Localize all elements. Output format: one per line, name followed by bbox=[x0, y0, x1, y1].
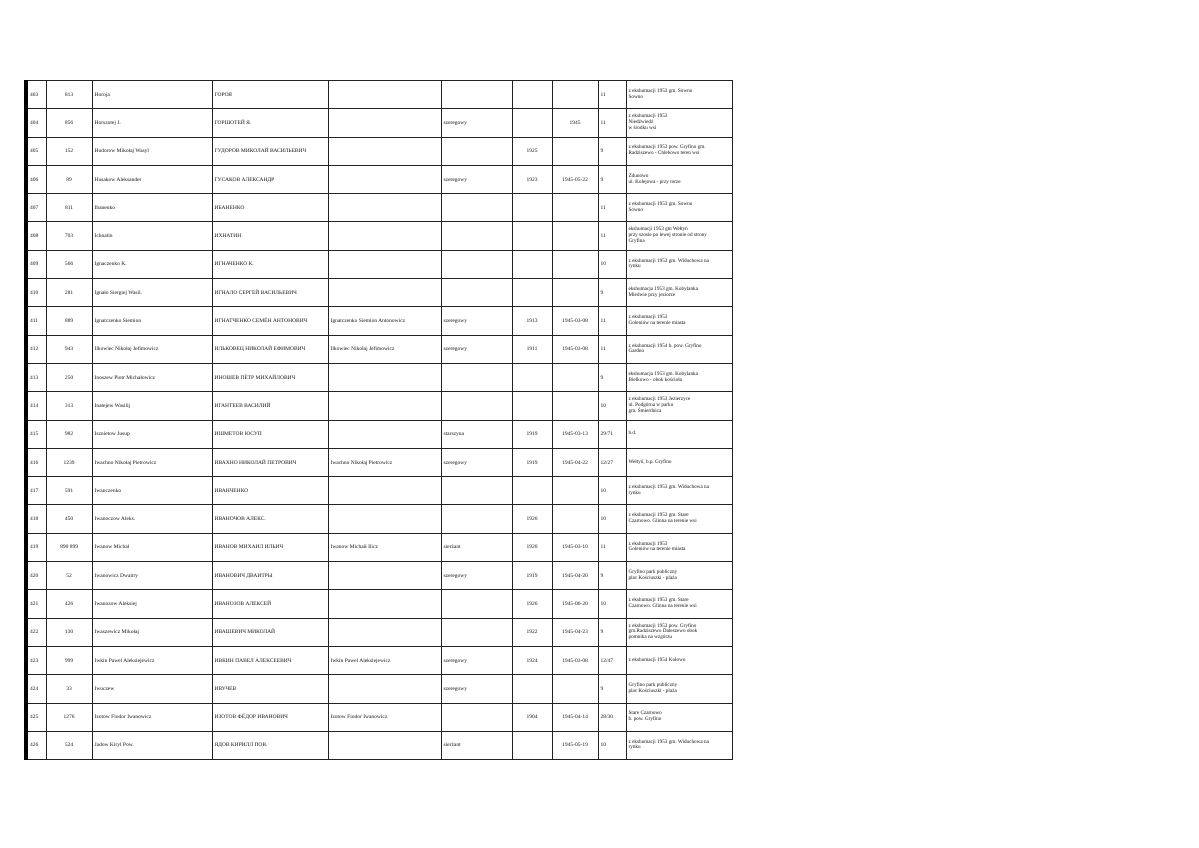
birth-year-cell: 1925 bbox=[512, 137, 552, 165]
grave-number-cell: 813 bbox=[46, 81, 92, 109]
table-row bbox=[26, 137, 732, 165]
full-name-alt-cell: Ilkowiec Nikołaj Jefimowicz bbox=[328, 335, 441, 363]
full-name-alt-cell bbox=[328, 675, 441, 703]
name-cyrillic-cell: ИЗОТОВ ФЁДОР ИВАНОВИЧ bbox=[212, 703, 328, 731]
grave-number-cell: 130 bbox=[46, 618, 92, 646]
full-name-alt-cell: Iwachno Nikołaj Pietrowicz bbox=[328, 448, 441, 476]
military-rank-cell: szeregowy bbox=[441, 109, 512, 137]
birth-year-cell: 1913 bbox=[512, 307, 552, 335]
quarter-cell: 28/30 bbox=[598, 703, 626, 731]
grave-number-cell: 982 bbox=[46, 420, 92, 448]
name-cyrillic-cell: ИВАНОЗОВ АЛЕКСЕЙ bbox=[212, 590, 328, 618]
grave-number-cell: 1276 bbox=[46, 703, 92, 731]
military-rank-cell bbox=[441, 279, 512, 307]
name-cyrillic-cell: ИВАНОЧОВ АЛЕКС. bbox=[212, 505, 328, 533]
entry-number-cell: 410 bbox=[26, 279, 46, 307]
quarter-cell: 11 bbox=[598, 194, 626, 222]
birth-year-cell: 1919 bbox=[512, 420, 552, 448]
grave-number-cell: 426 bbox=[46, 590, 92, 618]
name-latin-cell: Horszotej J. bbox=[92, 109, 212, 137]
birth-year-cell: 1919 bbox=[512, 448, 552, 476]
quarter-cell: 10 bbox=[598, 731, 626, 759]
quarter-cell: 12/47 bbox=[598, 646, 626, 674]
quarter-cell: 10 bbox=[598, 590, 626, 618]
name-latin-cell: Iwachno Nikołaj Pietrowicz bbox=[92, 448, 212, 476]
grave-number-cell: 52 bbox=[46, 562, 92, 590]
quarter-cell: 11 bbox=[598, 335, 626, 363]
military-rank-cell: szeregowy bbox=[441, 307, 512, 335]
name-latin-cell: Hudorow Mikołaj Wasyl bbox=[92, 137, 212, 165]
death-date-cell: 1945 bbox=[552, 109, 598, 137]
entry-number-cell: 425 bbox=[26, 703, 46, 731]
name-cyrillic-cell: ИНОШЕВ ПЁТР МИХАЙЛОВИЧ bbox=[212, 363, 328, 391]
grave-number-cell: 33 bbox=[46, 675, 92, 703]
burial-location-cell: Gryfino park publiczny plac Kościuszki - plaża bbox=[626, 562, 732, 590]
full-name-alt-cell bbox=[328, 250, 441, 278]
quarter-cell: 11 bbox=[598, 307, 626, 335]
grave-number-cell: 152 bbox=[46, 137, 92, 165]
birth-year-cell bbox=[512, 363, 552, 391]
quarter-cell: 10 bbox=[598, 392, 626, 420]
death-date-cell: 1945-04-20 bbox=[552, 562, 598, 590]
table-row bbox=[26, 731, 732, 759]
name-cyrillic-cell: ИВУЧЕВ bbox=[212, 675, 328, 703]
burial-location-cell: z ekshumacji 1953 gm. Stare Czarnowo. Glinna na terenie wsi bbox=[626, 505, 732, 533]
name-cyrillic-cell: ИГАНТЕЕВ ВАСИЛИЙ bbox=[212, 392, 328, 420]
death-date-cell: 1945-03-08 bbox=[552, 307, 598, 335]
name-latin-cell: Izotow Fiodor Iwanowicz bbox=[92, 703, 212, 731]
table-row bbox=[26, 307, 732, 335]
entry-number-cell: 422 bbox=[26, 618, 46, 646]
entry-number-cell: 426 bbox=[26, 731, 46, 759]
table-row bbox=[26, 562, 732, 590]
entry-number-cell: 409 bbox=[26, 250, 46, 278]
table-row bbox=[26, 703, 732, 731]
death-date-cell bbox=[552, 222, 598, 250]
death-date-cell bbox=[552, 279, 598, 307]
entry-number-cell: 406 bbox=[26, 165, 46, 193]
entry-number-cell: 419 bbox=[26, 533, 46, 561]
full-name-alt-cell: Iwkin Pawel Aleksiejewicz bbox=[328, 646, 441, 674]
burial-location-cell: z ekshumacji 1953 gm. Sowno Sowno bbox=[626, 81, 732, 109]
death-date-cell bbox=[552, 194, 598, 222]
name-latin-cell: Inoszew Piotr Michałowicz bbox=[92, 363, 212, 391]
quarter-cell: 10 bbox=[598, 250, 626, 278]
name-cyrillic-cell: ГОРШОТЕЙ Я. bbox=[212, 109, 328, 137]
name-latin-cell: Jadow Kiryl Pow. bbox=[92, 731, 212, 759]
name-latin-cell: Inatejew Wasilij bbox=[92, 392, 212, 420]
grave-number-cell: 890 899 bbox=[46, 533, 92, 561]
burial-location-cell: z ekshumacji 1954 b. pow. Gryfino Gardno bbox=[626, 335, 732, 363]
name-cyrillic-cell: ИВАНЧЕНКО bbox=[212, 477, 328, 505]
table-row bbox=[26, 675, 732, 703]
birth-year-cell bbox=[512, 222, 552, 250]
birth-year-cell bbox=[512, 279, 552, 307]
entry-number-cell: 411 bbox=[26, 307, 46, 335]
death-date-cell bbox=[552, 250, 598, 278]
full-name-alt-cell bbox=[328, 477, 441, 505]
military-rank-cell bbox=[441, 505, 512, 533]
military-rank-cell: starszyna bbox=[441, 420, 512, 448]
grave-number-cell: 889 bbox=[46, 307, 92, 335]
military-rank-cell: sierżant bbox=[441, 533, 512, 561]
death-date-cell bbox=[552, 477, 598, 505]
entry-number-cell: 423 bbox=[26, 646, 46, 674]
grave-number-cell: 250 bbox=[46, 363, 92, 391]
military-rank-cell: szeregowy bbox=[441, 448, 512, 476]
entry-number-cell: 413 bbox=[26, 363, 46, 391]
death-date-cell: 1945-03-10 bbox=[552, 533, 598, 561]
birth-year-cell: 1904 bbox=[512, 703, 552, 731]
full-name-alt-cell: Izotow Fiodor Iwanowicz bbox=[328, 703, 441, 731]
name-cyrillic-cell: ИБАНЕНКО bbox=[212, 194, 328, 222]
birth-year-cell: 1922 bbox=[512, 618, 552, 646]
quarter-cell: 9 bbox=[598, 363, 626, 391]
table-row bbox=[26, 165, 732, 193]
burial-location-cell: Stare Czarnowo b. pow. Gryfino bbox=[626, 703, 732, 731]
military-rank-cell bbox=[441, 477, 512, 505]
quarter-cell: 11 bbox=[598, 109, 626, 137]
name-latin-cell: Ibanenko bbox=[92, 194, 212, 222]
death-date-cell bbox=[552, 137, 598, 165]
military-rank-cell bbox=[441, 137, 512, 165]
table-row bbox=[26, 646, 732, 674]
name-latin-cell: Iwaszewicz Mikołaj bbox=[92, 618, 212, 646]
name-latin-cell: Ichnatin bbox=[92, 222, 212, 250]
death-date-cell: 1945-04-14 bbox=[552, 703, 598, 731]
death-date-cell bbox=[552, 81, 598, 109]
burial-location-cell: ekshumacji 1953 gm Wełtyń przy szosie po lewej stronie od strony Gryfina bbox=[626, 222, 732, 250]
birth-year-cell bbox=[512, 194, 552, 222]
grave-number-cell: 89 bbox=[46, 165, 92, 193]
register-rows bbox=[26, 81, 732, 760]
grave-number-cell: 591 bbox=[46, 477, 92, 505]
military-rank-cell: szeregowy bbox=[441, 165, 512, 193]
name-cyrillic-cell: ИХНАТИН bbox=[212, 222, 328, 250]
burial-location-cell: ekshumacja 1953 gm. Kobylanka Bielkowo - obok kościoła bbox=[626, 363, 732, 391]
full-name-alt-cell bbox=[328, 81, 441, 109]
military-rank-cell: szeregowy bbox=[441, 562, 512, 590]
full-name-alt-cell bbox=[328, 420, 441, 448]
name-cyrillic-cell: ИШМЕТОВ ЮСУП bbox=[212, 420, 328, 448]
death-date-cell: 1945-03-08 bbox=[552, 335, 598, 363]
grave-number-cell: 703 bbox=[46, 222, 92, 250]
entry-number-cell: 407 bbox=[26, 194, 46, 222]
burial-location-cell: z ekshumacji 1953 gm. Widuchowa na rynku bbox=[626, 250, 732, 278]
burial-location-cell: z ekshumacji 1953 Jezierzyce ul. Podgórna w parku gm. Śmierdnica bbox=[626, 392, 732, 420]
name-latin-cell: Iwanoczow Aleks. bbox=[92, 505, 212, 533]
table-row bbox=[26, 335, 732, 363]
table-row bbox=[26, 81, 732, 109]
burial-location-cell: z ekshumacji 1953 Niedźwiedź w środku wsi bbox=[626, 109, 732, 137]
birth-year-cell: 1926 bbox=[512, 505, 552, 533]
entry-number-cell: 414 bbox=[26, 392, 46, 420]
name-cyrillic-cell: ИВАХНО НИКОЛАЙ ПЕТРОВИЧ bbox=[212, 448, 328, 476]
birth-year-cell bbox=[512, 81, 552, 109]
death-date-cell bbox=[552, 675, 598, 703]
burial-location-cell: z ekshumacji 1953 Goleniów na terenie miasta bbox=[626, 533, 732, 561]
table-row bbox=[26, 477, 732, 505]
grave-number-cell: 566 bbox=[46, 250, 92, 278]
grave-number-cell: 524 bbox=[46, 731, 92, 759]
burial-location-cell: ekshumacja 1953 gm. Kobylanka Miedwie przy jeziorze bbox=[626, 279, 732, 307]
birth-year-cell: 1920 bbox=[512, 533, 552, 561]
full-name-alt-cell bbox=[328, 279, 441, 307]
burial-location-cell: z ekshumacji 1953 pow. Gryfino gm.Radziszewo Daleszewo obok pomnika na wzgórzu bbox=[626, 618, 732, 646]
grave-number-cell: 450 bbox=[46, 505, 92, 533]
death-date-cell bbox=[552, 392, 598, 420]
name-cyrillic-cell: ИВКИН ПАВЕЛ АЛЕКСЕЕВИЧ bbox=[212, 646, 328, 674]
full-name-alt-cell bbox=[328, 392, 441, 420]
entry-number-cell: 417 bbox=[26, 477, 46, 505]
name-cyrillic-cell: ГУСАКОВ АЛЕКСАНДР bbox=[212, 165, 328, 193]
name-latin-cell: Iwanow Michał bbox=[92, 533, 212, 561]
full-name-alt-cell bbox=[328, 731, 441, 759]
grave-number-cell: 313 bbox=[46, 392, 92, 420]
military-rank-cell bbox=[441, 250, 512, 278]
entry-number-cell: 421 bbox=[26, 590, 46, 618]
entry-number-cell: 424 bbox=[26, 675, 46, 703]
burial-location-cell: z ekshumacji 1953 gm. Widuchowa na rynku bbox=[626, 731, 732, 759]
military-rank-cell: sierżant bbox=[441, 731, 512, 759]
death-date-cell: 1945-03-08 bbox=[552, 646, 598, 674]
death-date-cell: 1945-05-22 bbox=[552, 165, 598, 193]
table-row bbox=[26, 279, 732, 307]
entry-number-cell: 416 bbox=[26, 448, 46, 476]
name-latin-cell: Husakow Aleksander bbox=[92, 165, 212, 193]
table-row bbox=[26, 392, 732, 420]
grave-number-cell: 1239 bbox=[46, 448, 92, 476]
birth-year-cell bbox=[512, 731, 552, 759]
name-cyrillic-cell: ИВАШЕВИЧ МИКОЛАЙ bbox=[212, 618, 328, 646]
burial-location-cell: z ekshumacji 1953 pow. Gryfino gm. Radziszewo - Chlebowo teren wsi bbox=[626, 137, 732, 165]
quarter-cell: 9 bbox=[598, 137, 626, 165]
military-rank-cell bbox=[441, 590, 512, 618]
birth-year-cell: 1923 bbox=[512, 165, 552, 193]
name-latin-cell: Ignatczenko Siemion bbox=[92, 307, 212, 335]
burial-location-cell: z ekshumacji 1953 Goleniów na terenie miasta bbox=[626, 307, 732, 335]
quarter-cell: 11 bbox=[598, 222, 626, 250]
birth-year-cell bbox=[512, 392, 552, 420]
full-name-alt-cell bbox=[328, 194, 441, 222]
military-rank-cell bbox=[441, 703, 512, 731]
name-latin-cell: Ilkowiec Nikołaj Jefimowicz bbox=[92, 335, 212, 363]
burial-location-cell: z ekshumacji 1954 Kołowo bbox=[626, 646, 732, 674]
full-name-alt-cell bbox=[328, 165, 441, 193]
burial-register-sheet bbox=[24, 80, 730, 760]
full-name-alt-cell bbox=[328, 363, 441, 391]
quarter-cell: 9 bbox=[598, 562, 626, 590]
death-date-cell: 1945-04-22 bbox=[552, 448, 598, 476]
name-latin-cell: Isznietow Jusup bbox=[92, 420, 212, 448]
name-cyrillic-cell: ГОРОЯ bbox=[212, 81, 328, 109]
military-rank-cell bbox=[441, 81, 512, 109]
name-latin-cell: Iwanowicz Dwaitry bbox=[92, 562, 212, 590]
military-rank-cell bbox=[441, 392, 512, 420]
entry-number-cell: 412 bbox=[26, 335, 46, 363]
military-rank-cell: szeregowy bbox=[441, 675, 512, 703]
name-cyrillic-cell: ИВАНОВ МИХАИЛ ИЛЬИЧ bbox=[212, 533, 328, 561]
table-row bbox=[26, 222, 732, 250]
death-date-cell: 1945-06-20 bbox=[552, 590, 598, 618]
burial-location-cell: b.d. bbox=[626, 420, 732, 448]
grave-number-cell: 281 bbox=[46, 279, 92, 307]
death-date-cell bbox=[552, 505, 598, 533]
military-rank-cell: szeregowy bbox=[441, 335, 512, 363]
entry-number-cell: 405 bbox=[26, 137, 46, 165]
burial-location-cell: z ekshumacji 1953 gm. Sowno Sowno bbox=[626, 194, 732, 222]
birth-year-cell bbox=[512, 675, 552, 703]
table-row bbox=[26, 590, 732, 618]
name-latin-cell: Ignaczenko K. bbox=[92, 250, 212, 278]
full-name-alt-cell: Iwanow Michaił Ilicz bbox=[328, 533, 441, 561]
entry-number-cell: 420 bbox=[26, 562, 46, 590]
military-rank-cell bbox=[441, 194, 512, 222]
burial-location-cell: Wełtyń, b.p. Gryfino bbox=[626, 448, 732, 476]
birth-year-cell bbox=[512, 477, 552, 505]
name-latin-cell: Iwkin Pawel Aleksiejewicz bbox=[92, 646, 212, 674]
table-row bbox=[26, 420, 732, 448]
name-cyrillic-cell: ИЛЬКОВЕЦ НИКОЛАЙ ЕФИМОВИЧ bbox=[212, 335, 328, 363]
military-rank-cell bbox=[441, 618, 512, 646]
death-date-cell: 1945-03-13 bbox=[552, 420, 598, 448]
birth-year-cell bbox=[512, 250, 552, 278]
full-name-alt-cell: Ignatczenko Siemion Antonowicz bbox=[328, 307, 441, 335]
quarter-cell: 29/71 bbox=[598, 420, 626, 448]
military-rank-cell bbox=[441, 363, 512, 391]
quarter-cell: 12/27 bbox=[598, 448, 626, 476]
birth-year-cell: 1919 bbox=[512, 562, 552, 590]
full-name-alt-cell bbox=[328, 590, 441, 618]
full-name-alt-cell bbox=[328, 137, 441, 165]
full-name-alt-cell bbox=[328, 505, 441, 533]
full-name-alt-cell bbox=[328, 109, 441, 137]
quarter-cell: 9 bbox=[598, 165, 626, 193]
military-rank-cell bbox=[441, 222, 512, 250]
burial-location-cell: z ekshumacji 1953 gm. Widuchowa na rynku bbox=[626, 477, 732, 505]
grave-number-cell: 943 bbox=[46, 335, 92, 363]
burial-location-cell: z ekshumacji 1953 gm. Stare Czarnowo. Glinna na terenie wsi bbox=[626, 590, 732, 618]
table-row bbox=[26, 194, 732, 222]
name-latin-cell: Iwanozow Aleksiej bbox=[92, 590, 212, 618]
name-cyrillic-cell: ИГНАЛО СЕРГЕЙ ВАСИЛЬЕВИЧ bbox=[212, 279, 328, 307]
death-date-cell bbox=[552, 363, 598, 391]
burial-register-table bbox=[24, 80, 733, 760]
quarter-cell: 9 bbox=[598, 675, 626, 703]
death-date-cell: 1945-04-23 bbox=[552, 618, 598, 646]
table-row bbox=[26, 618, 732, 646]
death-date-cell: 1945-05-19 bbox=[552, 731, 598, 759]
table-row bbox=[26, 363, 732, 391]
table-row bbox=[26, 250, 732, 278]
quarter-cell: 9 bbox=[598, 279, 626, 307]
birth-year-cell: 1924 bbox=[512, 646, 552, 674]
quarter-cell: 11 bbox=[598, 81, 626, 109]
entry-number-cell: 404 bbox=[26, 109, 46, 137]
name-latin-cell: Iwanczenko bbox=[92, 477, 212, 505]
full-name-alt-cell bbox=[328, 222, 441, 250]
grave-number-cell: 811 bbox=[46, 194, 92, 222]
entry-number-cell: 408 bbox=[26, 222, 46, 250]
name-latin-cell: Horoja bbox=[92, 81, 212, 109]
quarter-cell: 9 bbox=[598, 618, 626, 646]
quarter-cell: 11 bbox=[598, 533, 626, 561]
name-cyrillic-cell: ГУДОРОВ МИКОЛАЙ ВАСИЛЬЕВИЧ bbox=[212, 137, 328, 165]
grave-number-cell: 999 bbox=[46, 646, 92, 674]
full-name-alt-cell bbox=[328, 562, 441, 590]
name-cyrillic-cell: ИГНАТЧЕНКО СЕМЁН АНТОНОВИЧ bbox=[212, 307, 328, 335]
burial-location-cell: Zdunowo ul. Kolejowa - przy torze bbox=[626, 165, 732, 193]
grave-number-cell: 856 bbox=[46, 109, 92, 137]
table-row bbox=[26, 448, 732, 476]
name-latin-cell: Iwuczew bbox=[92, 675, 212, 703]
entry-number-cell: 403 bbox=[26, 81, 46, 109]
birth-year-cell: 1911 bbox=[512, 335, 552, 363]
birth-year-cell: 1926 bbox=[512, 590, 552, 618]
name-cyrillic-cell: ИВАНОВИЧ ДВАИТРЫ bbox=[212, 562, 328, 590]
burial-location-cell: Gryfino park publiczny plac Kościuszki - plaża bbox=[626, 675, 732, 703]
quarter-cell: 10 bbox=[598, 505, 626, 533]
birth-year-cell bbox=[512, 109, 552, 137]
table-row bbox=[26, 533, 732, 561]
military-rank-cell: szeregowy bbox=[441, 646, 512, 674]
table-row bbox=[26, 505, 732, 533]
full-name-alt-cell bbox=[328, 618, 441, 646]
table-row bbox=[26, 109, 732, 137]
quarter-cell: 10 bbox=[598, 477, 626, 505]
name-cyrillic-cell: ИГНАЧЕНКО К. bbox=[212, 250, 328, 278]
name-latin-cell: Ignało Siergiej Wasil. bbox=[92, 279, 212, 307]
entry-number-cell: 415 bbox=[26, 420, 46, 448]
entry-number-cell: 418 bbox=[26, 505, 46, 533]
name-cyrillic-cell: ЯДОВ КИРИЛЛ ПОВ. bbox=[212, 731, 328, 759]
